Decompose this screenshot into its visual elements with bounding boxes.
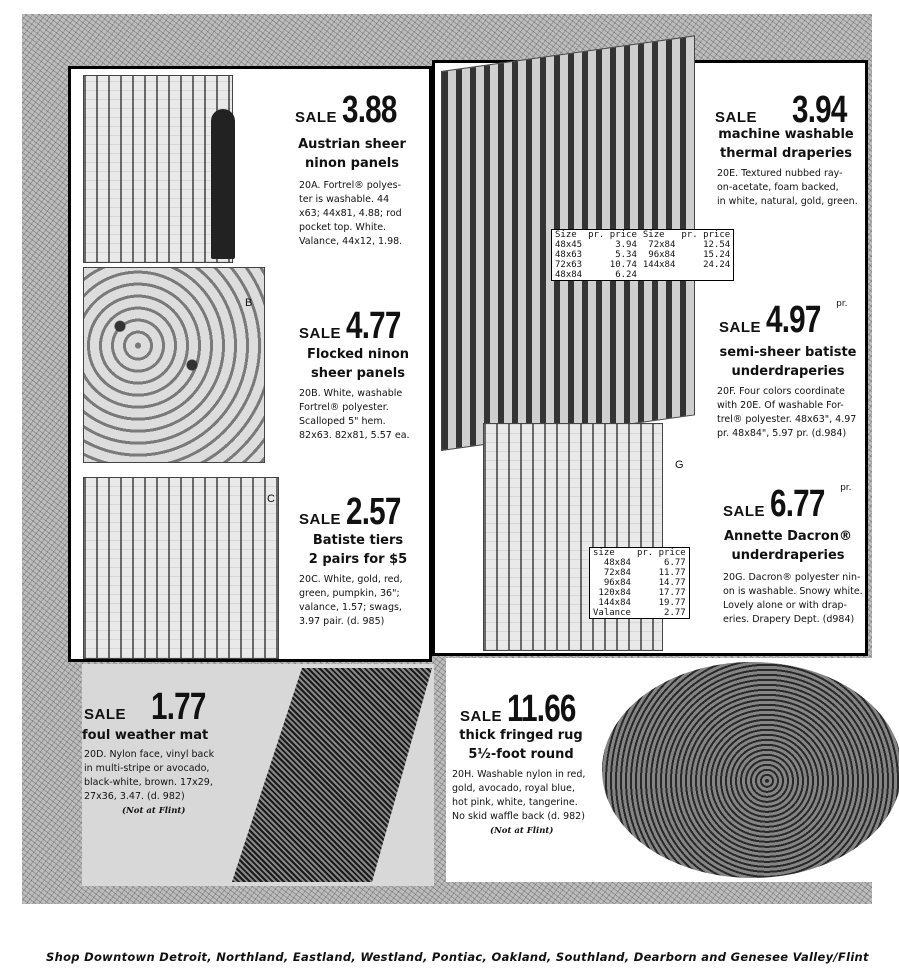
title-g <box>713 527 863 565</box>
sale-label: SALE <box>299 325 342 342</box>
table-header-row <box>590 548 690 559</box>
title-line: ninon panels <box>304 156 400 171</box>
title-f <box>713 343 863 381</box>
desc-line: green, pumpkin, 36"; <box>299 588 400 599</box>
price: 11.66 <box>507 688 576 730</box>
table-row <box>590 608 690 619</box>
table-header: pr. price <box>588 230 637 240</box>
batiste-tiers-illustration <box>83 477 279 659</box>
table-header: size <box>593 548 615 558</box>
description-h <box>452 768 602 824</box>
desc-line: Lovely alone or with drap- <box>723 600 847 611</box>
desc-line: 20A. Fortrel® polyes- <box>299 180 402 191</box>
title-line: sheer panels <box>311 366 405 381</box>
table-cell: 96x84 <box>648 250 676 260</box>
desc-line: No skid waffle back (d. 982) <box>452 811 585 822</box>
price: 4.97 <box>766 299 821 341</box>
flocked-ninon-illustration <box>83 267 265 463</box>
desc-line: 20D. Nylon face, vinyl back <box>84 749 215 760</box>
desc-line: hot pink, white, tangerine. <box>452 797 578 808</box>
desc-line: on is washable. Snowy white. <box>723 586 863 597</box>
desc-line: 20E. Textured nubbed ray- <box>717 168 843 179</box>
table-row <box>590 588 690 598</box>
desc-line: Scalloped 5" hem. <box>299 416 386 427</box>
table-row <box>552 260 734 270</box>
table-cell: 2.77 <box>664 608 686 618</box>
table-cell: 5.34 <box>615 250 637 260</box>
sale-price-h <box>460 688 595 731</box>
desc-line: 20B. White, washable <box>299 388 403 399</box>
desc-line: 20G. Dacron® polyester nin- <box>723 572 861 583</box>
desc-line: trel® polyester. 48x63", 4.97 <box>717 414 857 425</box>
desc-line: with 20E. Of washable For- <box>717 400 844 411</box>
table-cell: 6.77 <box>664 558 686 568</box>
sale-label: SALE <box>299 511 342 528</box>
desc-line: Fortrel® polyester. <box>299 402 389 413</box>
desc-line: 82x63. 82x81, 5.57 ea. <box>299 430 410 441</box>
table-cell: 72x63 <box>555 260 583 270</box>
desc-line: pr. 48x84", 5.97 pr. (d.984) <box>717 428 847 439</box>
table-header: Size <box>555 230 577 240</box>
sale-price-d <box>84 686 221 729</box>
desc-line: 20H. Washable nylon in red, <box>452 769 586 780</box>
not-at-flint-note-d: (Not at Flint) <box>122 806 186 816</box>
right-drapery-panel <box>432 60 868 656</box>
table-cell <box>640 270 679 281</box>
table-cell: 6.24 <box>615 270 637 280</box>
table-row <box>552 240 734 250</box>
lamp-illustration <box>211 109 235 259</box>
table-cell: 120x84 <box>598 588 631 598</box>
description-d <box>84 748 234 804</box>
table-header: pr. price <box>636 548 686 558</box>
title-line: machine washable <box>718 127 854 142</box>
desc-line: pocket top. White. <box>299 222 387 233</box>
table-cell: 48x84 <box>555 270 583 280</box>
price: 3.88 <box>342 89 397 131</box>
description-b <box>299 387 431 443</box>
table-cell: 96x84 <box>603 578 631 588</box>
table-cell: 144x84 <box>598 598 631 608</box>
desc-line: ter is washable. 44 <box>299 194 390 205</box>
rug-section <box>446 658 880 882</box>
round-rug-illustration <box>602 662 899 878</box>
desc-line: in white, natural, gold, green. <box>717 196 858 207</box>
table-row <box>552 270 734 281</box>
sale-price-f <box>719 299 848 342</box>
table-row <box>590 598 690 608</box>
foul-weather-mat-illustration <box>232 668 432 882</box>
sale-price-g <box>723 483 852 526</box>
title-line: Flocked ninon <box>306 347 410 362</box>
price: 4.77 <box>346 305 401 347</box>
sale-label: SALE <box>715 109 758 126</box>
title-line: 5½-foot round <box>468 747 574 762</box>
desc-line: on-acetate, foam backed, <box>717 182 839 193</box>
title-d <box>82 726 232 745</box>
table-cell: 19.77 <box>658 598 686 608</box>
table-cell: 15.24 <box>703 250 731 260</box>
title-h <box>446 726 596 764</box>
table-header: pr. price <box>681 230 731 240</box>
table-header: Size <box>642 230 665 240</box>
desc-line: black-white, brown. 17x29, <box>84 777 213 788</box>
price: 3.94 <box>792 89 847 131</box>
title-line: underdraperies <box>731 548 845 563</box>
sale-label: SALE <box>295 109 338 126</box>
title-line: Annette Dacron® <box>723 529 853 544</box>
per-pair-label: pr. <box>836 299 848 309</box>
sale-label: SALE <box>723 503 766 520</box>
table-row <box>552 250 734 260</box>
table-cell: Valance <box>593 608 631 618</box>
title-line: underdraperies <box>731 364 845 379</box>
table-cell: 3.94 <box>615 240 637 250</box>
desc-line: x63; 44x81, 4.88; rod <box>299 208 402 219</box>
sale-price-c <box>299 491 416 534</box>
desc-line: 3.97 pair. (d. 985) <box>299 616 385 627</box>
label-c: C <box>267 493 275 505</box>
description-f <box>717 385 869 441</box>
description-g <box>723 571 869 627</box>
desc-line: in multi-stripe or avocado, <box>84 763 210 774</box>
description-a <box>299 179 429 249</box>
table-cell: 72x84 <box>603 568 631 578</box>
table-cell: 14.77 <box>658 578 686 588</box>
price: 6.77 <box>770 483 825 525</box>
sale-label: SALE <box>719 319 762 336</box>
desc-line: gold, avocado, royal blue, <box>452 783 575 794</box>
table-cell: 11.77 <box>658 568 686 578</box>
description-e <box>717 167 869 209</box>
not-at-flint-note-h: (Not at Flint) <box>490 826 554 836</box>
desc-line: valance, 1.57; swags, <box>299 602 402 613</box>
table-header-row <box>552 230 734 241</box>
title-e <box>711 125 861 163</box>
size-price-table-g <box>589 547 690 619</box>
title-line: semi-sheer batiste <box>719 345 857 360</box>
title-line: Batiste tiers <box>312 533 404 548</box>
table-cell: 48x45 <box>555 240 583 250</box>
sale-label: SALE <box>460 708 503 725</box>
table-cell: 48x84 <box>603 558 631 568</box>
price: 1.77 <box>151 686 206 728</box>
title-line: foul weather mat <box>82 728 209 743</box>
sale-price-b <box>299 305 416 348</box>
desc-line: 20F. Four colors coordinate <box>717 386 845 397</box>
mat-section <box>82 664 434 886</box>
table-cell: 48x63 <box>555 250 583 260</box>
table-row <box>590 558 690 568</box>
title-line: thermal draperies <box>719 146 853 161</box>
desc-line: 20C. White, gold, red, <box>299 574 403 585</box>
table-cell: 10.74 <box>609 260 637 270</box>
title-b <box>283 345 433 383</box>
table-cell <box>678 270 733 281</box>
sale-price-a <box>295 89 412 132</box>
desc-line: eries. Drapery Dept. (d984) <box>723 614 855 625</box>
table-cell: 12.54 <box>703 240 731 250</box>
table-row <box>590 578 690 588</box>
table-cell: 24.24 <box>703 260 731 270</box>
per-pair-label: pr. <box>840 483 852 493</box>
label-g: G <box>675 459 684 471</box>
desc-line: Valance, 44x12, 1.98. <box>299 236 403 247</box>
label-b: B <box>245 297 253 309</box>
title-line: Austrian sheer <box>298 137 406 152</box>
store-locations-footer: Shop Downtown Detroit, Northland, Eastland, Westland, Pontiac, Oakland, Southland, Dearborn and Genesee Valley/Flint <box>46 950 869 964</box>
title-line: 2 pairs for $5 <box>308 552 408 567</box>
title-c <box>283 531 433 569</box>
table-cell: 72x84 <box>648 240 676 250</box>
price: 2.57 <box>346 491 401 533</box>
desc-line: 27x36, 3.47. (d. 982) <box>84 791 185 802</box>
table-row <box>590 568 690 578</box>
sale-label: SALE <box>84 706 127 723</box>
table-cell: 144x84 <box>642 260 676 270</box>
title-a <box>277 135 427 173</box>
left-curtain-panel <box>68 66 432 662</box>
table-cell: 17.77 <box>658 588 686 598</box>
title-line: thick fringed rug <box>459 728 583 743</box>
size-price-table-e <box>551 229 734 281</box>
description-c <box>299 573 431 629</box>
